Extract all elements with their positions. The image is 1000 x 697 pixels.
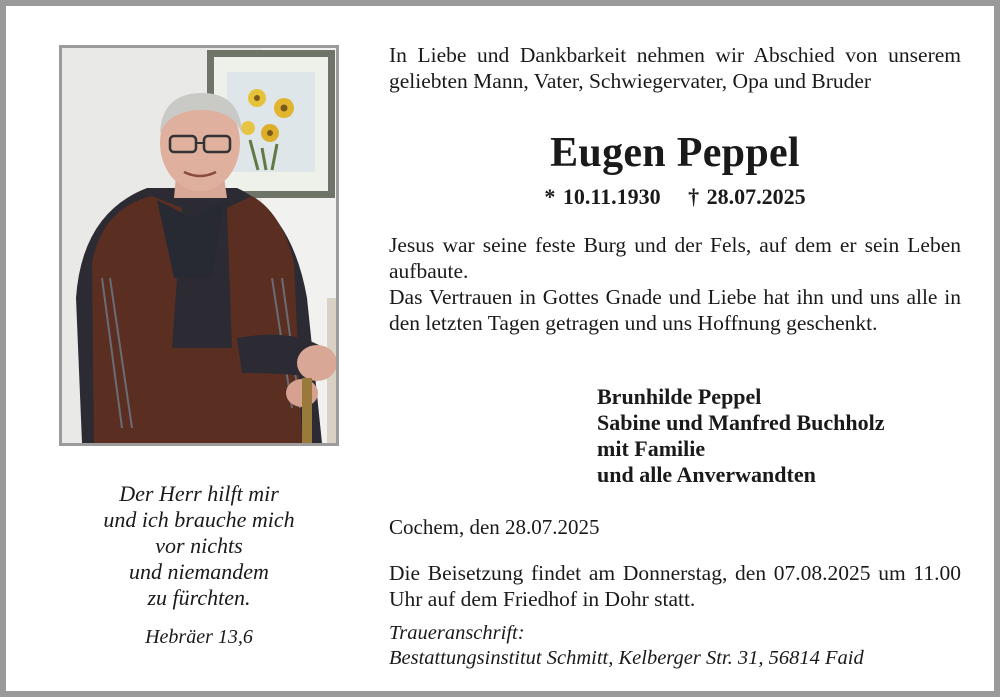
verse-line: und niemandem: [129, 559, 269, 584]
portrait-illustration: [62, 48, 336, 443]
birth-date: * 10.11.1930: [544, 184, 661, 209]
mourner-name: Sabine und Manfred Buchholz: [597, 410, 885, 435]
place-and-date: Cochem, den 28.07.2025: [389, 515, 600, 539]
mourner-name: mit Familie: [597, 436, 706, 461]
verse-line: zu fürchten.: [147, 585, 251, 610]
life-dates: [389, 184, 961, 210]
funeral-notice: Die Beisetzung findet am Donnerstag, den 07.08.2025 um 11.00 Uhr auf dem Friedhof in Dohr statt.: [389, 561, 961, 611]
condolence-address: [389, 621, 864, 671]
faith-paragraph: Jesus war seine feste Burg und der Fels, auf dem er sein Leben aufbaute.: [389, 233, 961, 283]
verse-line: Der Herr hilft mir: [119, 481, 279, 506]
verse-line: und ich brauche mich: [103, 507, 295, 532]
portrait-photo: [59, 45, 339, 446]
bible-verse: [66, 481, 332, 611]
mourner-name: Brunhilde Peppel: [597, 384, 762, 409]
mourner-name: und alle Anverwandten: [597, 462, 816, 487]
death-date: † 28.07.2025: [688, 184, 806, 209]
trust-paragraph: Das Vertrauen in Gottes Gnade und Liebe hat ihn und uns alle in den letzten Tagen getragen und uns Hoffnung geschenkt.: [389, 285, 961, 335]
address-text: Bestattungsinstitut Schmitt, Kelberger Str. 31, 56814 Faid: [389, 647, 864, 669]
intro-text: In Liebe und Dankbarkeit nehmen wir Abschied von unserem geliebten Mann, Vater, Schwiegervater, Opa und Bruder: [389, 43, 961, 93]
deceased-name: Eugen Peppel: [550, 130, 800, 176]
verse-reference: Hebräer 13,6: [145, 626, 253, 648]
mourners-list: [597, 384, 885, 488]
verse-line: vor nichts: [155, 533, 243, 558]
address-label: Traueranschrift:: [389, 622, 525, 644]
